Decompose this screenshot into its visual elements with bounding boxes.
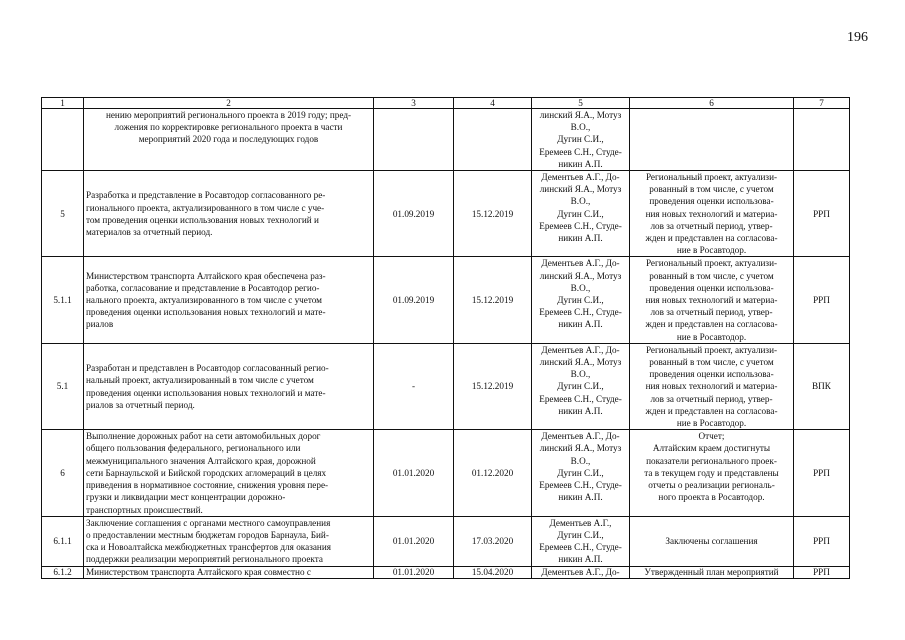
responsible-line: линский Я.А., Мотуз <box>539 110 622 120</box>
responsible-line: никин А.П. <box>558 405 603 416</box>
table-body <box>42 109 850 579</box>
responsible-line: Дементьев А.Г., До- <box>541 431 620 442</box>
name-line: гионального проекта, актуализированного в том числе с уче- <box>86 202 325 213</box>
responsible-line: Дугин С.И., <box>557 295 604 306</box>
end-date <box>454 516 532 566</box>
responsible-persons <box>532 171 630 257</box>
end-date <box>454 343 532 429</box>
result-line: ния новых технологий и материа- <box>645 381 778 392</box>
activity-name <box>84 109 374 171</box>
responsible-line: Дементьев А.Г., До- <box>541 258 620 269</box>
name-line: сети Барнаульской и Бийской городских агломераций в целях <box>86 467 327 478</box>
start-text: - <box>411 381 416 392</box>
num-text: 5.1.1 <box>53 295 72 306</box>
responsible-line: Дементьев А.Г., До- <box>541 344 620 355</box>
table-row <box>42 566 850 578</box>
responsible-line: линский Я.А., Мотуз <box>539 443 622 454</box>
start-text: 01.09.2019 <box>392 208 435 219</box>
table-row <box>42 430 850 516</box>
page-number: 196 <box>847 30 868 45</box>
row-number <box>42 566 84 578</box>
end-text: 15.04.2020 <box>471 566 514 577</box>
activity-name <box>84 343 374 429</box>
result-line: ного проекта в Росавтодор. <box>658 492 765 503</box>
column-header-2: 2 <box>84 98 374 109</box>
table-row <box>42 171 850 257</box>
result-description <box>630 109 794 171</box>
name-line: ска и Новоалтайска межбюджетных трансфертов для оказания <box>86 542 331 553</box>
responsible-line: Дугин С.И., <box>557 529 604 540</box>
header-row <box>42 98 850 109</box>
responsible-line: Еремеев С.Н., Студе- <box>539 542 622 553</box>
start-text: 01.01.2020 <box>392 566 435 577</box>
result-line: Региональный проект, актуализи- <box>645 172 778 183</box>
column-header-1: 1 <box>42 98 84 109</box>
row-number <box>42 516 84 566</box>
name-line: проведения оценки использования новых технологий и мате- <box>86 307 326 318</box>
responsible-line: В.О., <box>570 196 591 207</box>
responsible-line: линский Я.А., Мотуз <box>539 270 622 281</box>
result-description <box>630 430 794 516</box>
start-date <box>374 430 454 516</box>
num-text: 6.1.1 <box>53 536 72 547</box>
responsible-line: никин А.П. <box>558 319 603 330</box>
result-line: отчеты о реализации региональ- <box>648 480 775 491</box>
responsible-line: В.О., <box>570 369 591 380</box>
control-level <box>794 343 850 429</box>
responsible-line: Дементьев А.Г., <box>549 517 612 528</box>
result-line: проведения оценки использова- <box>649 196 774 207</box>
start-text: 01.09.2019 <box>392 295 435 306</box>
responsible-line: В.О., <box>570 122 591 133</box>
result-description <box>630 257 794 343</box>
end-text: 15.12.2019 <box>471 295 514 306</box>
activity-name <box>84 257 374 343</box>
end-date <box>454 109 532 171</box>
responsible-line: Дементьев А.Г., До- <box>541 172 620 183</box>
column-header-4: 4 <box>454 98 532 109</box>
name-line: поддержки реализации мероприятий регионального проекта <box>86 554 323 565</box>
responsible-line: Еремеев С.Н., Студе- <box>539 146 622 157</box>
responsible-line: Еремеев С.Н., Студе- <box>539 307 622 318</box>
result-line: лов за отчетный период, утвер- <box>650 393 773 404</box>
name-line: Министерством транспорта Алтайского края совместно с <box>86 566 311 577</box>
activity-name <box>84 566 374 578</box>
name-line: Разработка и представление в Росавтодор согласованного ре- <box>86 190 326 201</box>
code-text: РРП <box>813 566 830 577</box>
name-line: Заключение соглашения с органами местного самоуправления <box>86 517 331 528</box>
responsible-line: Дугин С.И., <box>557 467 604 478</box>
row-number <box>42 171 84 257</box>
end-text: 15.12.2019 <box>471 381 514 392</box>
start-date <box>374 257 454 343</box>
control-level <box>794 257 850 343</box>
responsible-line: никин А.П. <box>558 492 603 503</box>
row-number <box>42 257 84 343</box>
end-date <box>454 257 532 343</box>
responsible-persons <box>532 109 630 171</box>
result-line: Региональный проект, актуализи- <box>645 344 778 355</box>
end-text: 15.12.2019 <box>471 208 514 219</box>
responsible-line: Еремеев С.Н., Студе- <box>539 220 622 231</box>
code-text: ВПК <box>812 381 831 392</box>
responsible-line: Дементьев А.Г., До- <box>541 566 620 577</box>
num-text: 6 <box>60 467 65 478</box>
result-line: жден и представлен на согласова- <box>645 405 778 416</box>
responsible-persons <box>532 343 630 429</box>
start-date <box>374 343 454 429</box>
control-level <box>794 171 850 257</box>
start-date <box>374 171 454 257</box>
result-line: ния новых технологий и материа- <box>645 295 778 306</box>
control-level <box>794 566 850 578</box>
responsible-line: Еремеев С.Н., Студе- <box>539 393 622 404</box>
result-line: та в текущем году и представлены <box>644 467 779 478</box>
table-row <box>42 343 850 429</box>
row-number <box>42 343 84 429</box>
responsible-persons <box>532 430 630 516</box>
responsible-line: никин А.П. <box>558 233 603 244</box>
activity-name <box>84 516 374 566</box>
table-row <box>42 109 850 171</box>
responsible-line: линский Я.А., Мотуз <box>539 184 622 195</box>
control-level <box>794 109 850 171</box>
result-line: жден и представлен на согласова- <box>645 233 778 244</box>
result-line: ние в Росавтодор. <box>676 331 747 342</box>
result-line: рованный в том числе, с учетом <box>649 357 774 368</box>
end-text: 01.12.2020 <box>471 467 514 478</box>
num-text: 6.1.2 <box>53 566 72 577</box>
name-line: материалов за отчетный период. <box>86 226 213 237</box>
name-line: нению мероприятий регионального проекта в 2019 году; пред- <box>105 110 352 120</box>
table-row <box>42 516 850 566</box>
responsible-persons <box>532 566 630 578</box>
name-line: Выполнение дорожных работ на сети автомобильных дорог <box>86 431 321 442</box>
name-line: проведения оценки использования новых технологий и мате- <box>86 387 326 398</box>
name-line: транспортных происшествий. <box>86 504 203 515</box>
result-description <box>630 566 794 578</box>
column-header-3: 3 <box>374 98 454 109</box>
control-level <box>794 516 850 566</box>
num-text: 5.1 <box>56 381 69 392</box>
name-line: Министерством транспорта Алтайского края обеспечена раз- <box>86 270 326 281</box>
responsible-line: Дугин С.И., <box>557 381 604 392</box>
result-line: Заключены соглашения <box>665 536 758 547</box>
row-number <box>42 109 84 171</box>
name-line: ложения по корректировке регионального проекта в части <box>114 122 343 133</box>
name-line: общего пользования федерального, регионального или <box>86 443 301 454</box>
result-line: рованный в том числе, с учетом <box>649 184 774 195</box>
responsible-persons <box>532 257 630 343</box>
name-line: грузки и ликвидации мест концентрации дорожно- <box>86 492 286 503</box>
start-date <box>374 566 454 578</box>
code-text: РРП <box>813 467 830 478</box>
plan-table <box>41 97 850 579</box>
name-line: Разработан и представлен в Росавтодор согласованный регио- <box>86 363 329 374</box>
row-number <box>42 430 84 516</box>
name-line: нальный проект, актуализированный в том числе с учетом <box>86 375 314 386</box>
result-line: ния новых технологий и материа- <box>645 208 778 219</box>
responsible-line: линский Я.А., Мотуз <box>539 357 622 368</box>
name-line: мероприятий 2020 года и последующих годов <box>138 134 319 145</box>
column-header-6: 6 <box>630 98 794 109</box>
result-description <box>630 516 794 566</box>
result-line: Утвержденный план мероприятий <box>644 566 779 577</box>
result-description <box>630 343 794 429</box>
result-line: жден и представлен на согласова- <box>645 319 778 330</box>
responsible-line: никин А.П. <box>558 158 603 169</box>
result-line: ние в Росавтодор. <box>676 245 747 256</box>
result-line: Отчет; <box>698 431 725 442</box>
name-line: приведения в нормативное состояние, снижения уровня пере- <box>86 480 329 491</box>
activity-name <box>84 171 374 257</box>
code-text: РРП <box>813 295 830 306</box>
responsible-line: Еремеев С.Н., Студе- <box>539 480 622 491</box>
start-text: 01.01.2020 <box>392 467 435 478</box>
result-line: лов за отчетный период, утвер- <box>650 307 773 318</box>
control-level <box>794 430 850 516</box>
name-line: риалов за отчетный период. <box>86 399 195 410</box>
responsible-line: Дугин С.И., <box>557 208 604 219</box>
start-text: 01.01.2020 <box>392 536 435 547</box>
name-line: о предоставлении местным бюджетам городов Барнаула, Бий- <box>86 530 329 540</box>
code-text: РРП <box>813 208 830 219</box>
result-description <box>630 171 794 257</box>
result-line: рованный в том числе, с учетом <box>649 270 774 281</box>
start-date <box>374 516 454 566</box>
column-header-5: 5 <box>532 98 630 109</box>
column-header-7: 7 <box>794 98 850 109</box>
result-line: показатели регионального проек- <box>646 455 777 466</box>
responsible-line: В.О., <box>570 455 591 466</box>
num-text: 5 <box>60 208 65 219</box>
responsible-line: никин А.П. <box>558 554 603 565</box>
end-date <box>454 566 532 578</box>
responsible-persons <box>532 516 630 566</box>
code-text: РРП <box>813 536 830 547</box>
end-text: 17.03.2020 <box>471 536 514 547</box>
responsible-line: Дугин С.И., <box>557 134 604 145</box>
table-row <box>42 257 850 343</box>
responsible-line: В.О., <box>570 282 591 293</box>
end-date <box>454 171 532 257</box>
name-line: нального проекта, актуализированного в том числе с учетом <box>86 295 322 306</box>
result-line: ние в Росавтодор. <box>676 418 747 429</box>
start-date <box>374 109 454 171</box>
result-line: проведения оценки использова- <box>649 369 774 380</box>
result-line: проведения оценки использова- <box>649 282 774 293</box>
name-line: том проведения оценки использования новых технологий и <box>86 214 319 225</box>
end-date <box>454 430 532 516</box>
result-line: Алтайским краем достигнуты <box>652 443 771 454</box>
activity-name <box>84 430 374 516</box>
name-line: работка, согласование и представление в Росавтодор регио- <box>86 282 320 293</box>
result-line: Региональный проект, актуализи- <box>645 258 778 269</box>
result-line: лов за отчетный период, утвер- <box>650 220 773 231</box>
name-line: риалов <box>86 319 114 330</box>
name-line: межмуниципального значения Алтайского края, дорожной <box>86 455 316 466</box>
